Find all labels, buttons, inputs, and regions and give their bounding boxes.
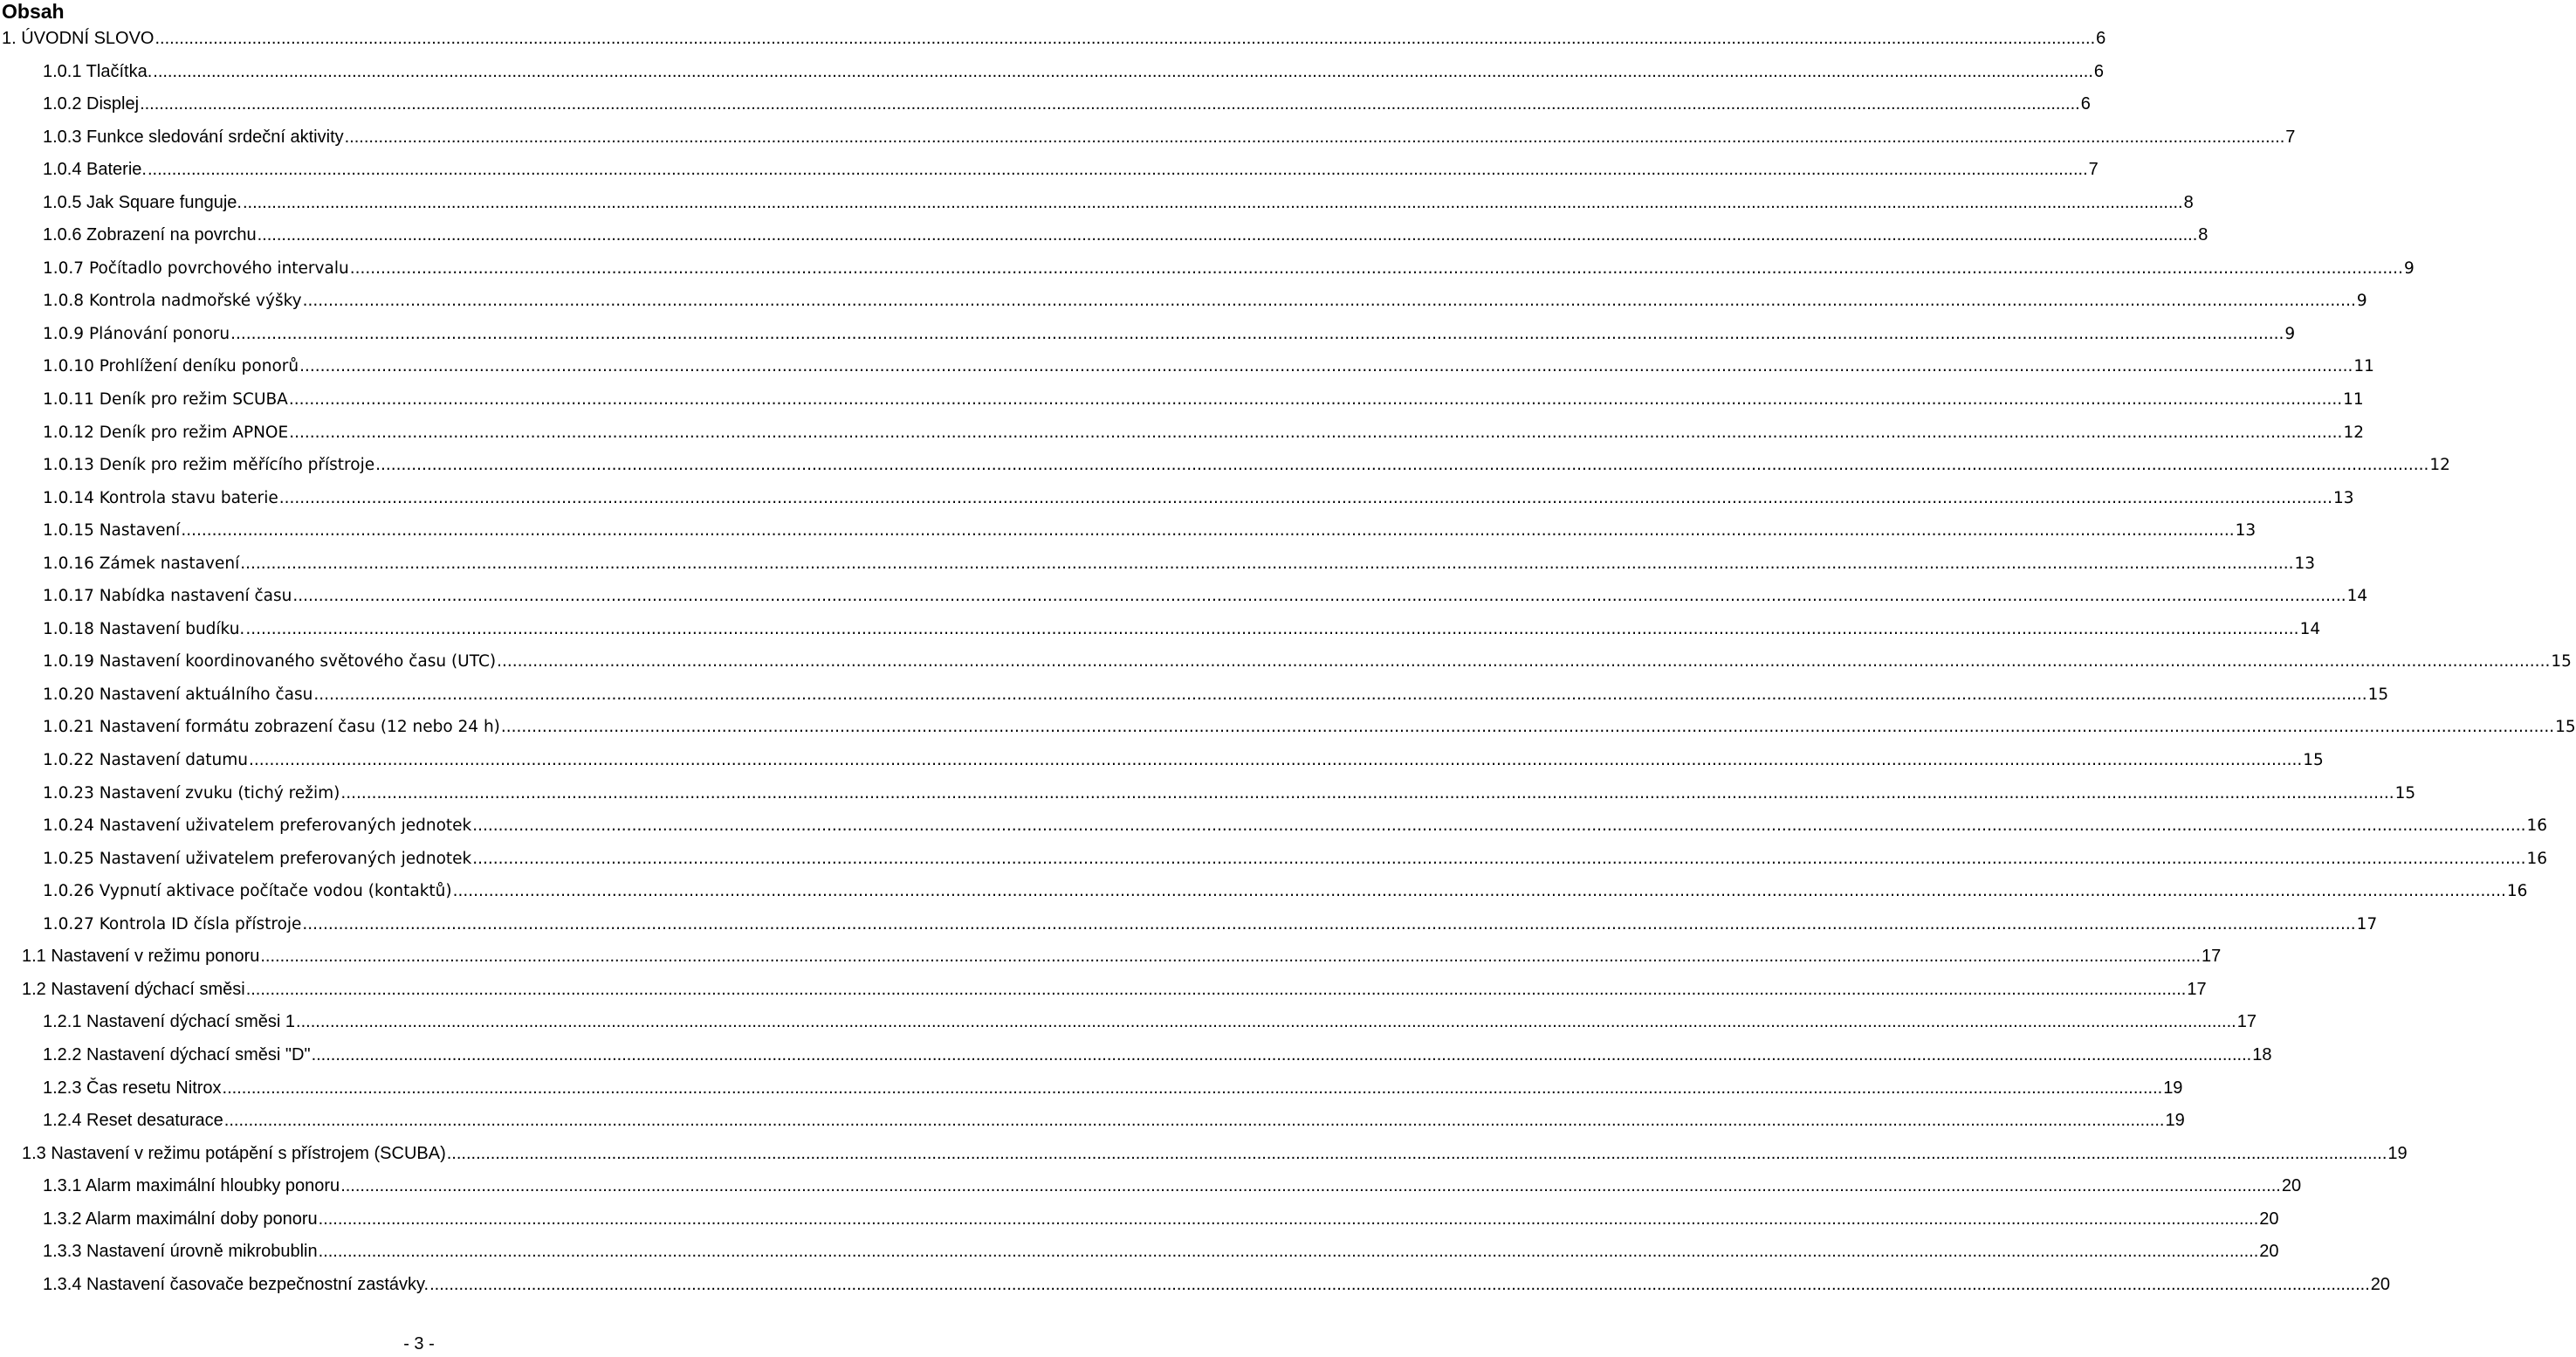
toc-entry[interactable] bbox=[0, 1138, 2408, 1171]
toc-leader-dots: ................................................................................................................................................................................................................................................................................................................................................................................................................ bbox=[302, 914, 2356, 933]
toc-entry-title: 1.0.5 Jak Square funguje. bbox=[43, 192, 242, 212]
toc-entry[interactable] bbox=[0, 613, 2321, 646]
toc-entry-page: 11 bbox=[2343, 390, 2364, 410]
toc-entry-page: 13 bbox=[2294, 554, 2316, 573]
toc-entry-page: 9 bbox=[2356, 292, 2367, 311]
toc-entry-page: 16 bbox=[2526, 816, 2548, 836]
toc-entry[interactable] bbox=[0, 56, 2105, 89]
toc-entry-title: 1.3.1 Alarm maximální hloubky ponoru bbox=[43, 1176, 340, 1196]
toc-entry-title: 1.0.9 Plánování ponoru bbox=[43, 324, 230, 343]
toc-entry[interactable] bbox=[0, 252, 2415, 286]
toc-entry-page: 17 bbox=[2187, 979, 2207, 999]
toc-leader-dots: ................................................................................................................................................................................................................................................................................................................................................................................................................ bbox=[245, 619, 2299, 638]
toc-leader-dots: ................................................................................................................................................................................................................................................................................................................................................................................................................ bbox=[302, 292, 2356, 311]
toc-entry-title: 1.0.4 Baterie. bbox=[43, 160, 147, 180]
toc-leader-dots: ................................................................................................................................................................................................................................................................................................................................................................................................................ bbox=[292, 587, 2346, 606]
toc-leader-dots: ................................................................................................................................................................................................................................................................................................................................................................................................................ bbox=[299, 357, 2353, 376]
toc-entry[interactable] bbox=[0, 843, 2548, 876]
toc-entry[interactable] bbox=[0, 744, 2324, 777]
toc-leader-dots: ................................................................................................................................................................................................................................................................................................................................................................................................................ bbox=[278, 488, 2332, 507]
toc-entry-page: 15 bbox=[2394, 783, 2416, 802]
toc-leader-dots: ................................................................................................................................................................................................................................................................................................................................................................................................................ bbox=[313, 685, 2367, 704]
toc-entry-title: 1.0.13 Deník pro režim měřícího přístroje bbox=[43, 456, 375, 475]
toc-entry[interactable] bbox=[0, 88, 2091, 121]
toc-entry[interactable] bbox=[0, 711, 2576, 744]
toc-entry-page: 17 bbox=[2356, 914, 2378, 933]
toc-entry-page: 8 bbox=[2198, 225, 2208, 245]
toc-entry[interactable] bbox=[0, 219, 2208, 252]
toc-leader-dots: ................................................................................................................................................................................................................................................................................................................................................................................................................ bbox=[153, 61, 2093, 81]
toc-entry-page: 6 bbox=[2093, 61, 2105, 81]
toc-entry-page: 14 bbox=[2346, 587, 2368, 606]
toc-entry-page: 15 bbox=[2367, 685, 2389, 704]
toc-entry-page: 12 bbox=[2429, 456, 2450, 475]
toc-leader-dots: ................................................................................................................................................................................................................................................................................................................................................................................................................ bbox=[296, 1012, 2236, 1032]
page-title: Obsah bbox=[2, 0, 65, 23]
toc-entry-title: 1.0.12 Deník pro režim APNOE bbox=[43, 423, 289, 442]
toc-entry-title: 1.0.20 Nastavení aktuálního času bbox=[43, 685, 313, 704]
toc-entry-title: 1.0.11 Deník pro režim SCUBA bbox=[43, 390, 288, 410]
toc-entry-page: 12 bbox=[2343, 423, 2364, 442]
toc-entry-page: 8 bbox=[2183, 192, 2194, 212]
toc-entry-title: 1. ÚVODNÍ SLOVO bbox=[2, 29, 155, 48]
toc-leader-dots: ................................................................................................................................................................................................................................................................................................................................................................................................................ bbox=[500, 718, 2555, 737]
toc-entry-page: 15 bbox=[2551, 652, 2572, 672]
toc-entry-title: 1.0.3 Funkce sledování srdeční aktivity bbox=[43, 127, 344, 147]
toc-leader-dots: ................................................................................................................................................................................................................................................................................................................................................................................................................ bbox=[472, 849, 2526, 868]
toc-entry[interactable] bbox=[0, 285, 2367, 318]
table-of-contents bbox=[0, 23, 2576, 1301]
toc-entry-page: 9 bbox=[2284, 324, 2296, 343]
toc-entry-title: 1.1 Nastavení v režimu ponoru bbox=[22, 947, 260, 967]
toc-entry-page: 17 bbox=[2236, 1012, 2257, 1032]
toc-leader-dots: ................................................................................................................................................................................................................................................................................................................................................................................................................ bbox=[249, 751, 2303, 770]
toc-leader-dots: ................................................................................................................................................................................................................................................................................................................................................................................................................ bbox=[446, 1143, 2387, 1163]
toc-entry-page: 17 bbox=[2202, 947, 2222, 967]
toc-entry-page: 20 bbox=[2259, 1209, 2279, 1229]
page-number: - 3 - bbox=[403, 1334, 435, 1354]
toc-entry[interactable] bbox=[0, 154, 2099, 187]
toc-leader-dots: ................................................................................................................................................................................................................................................................................................................................................................................................................ bbox=[340, 1176, 2281, 1196]
toc-entry[interactable] bbox=[0, 1072, 2183, 1106]
toc-entry-title: 1.0.2 Displej bbox=[43, 94, 140, 114]
toc-entry-page: 13 bbox=[2332, 488, 2354, 507]
toc-leader-dots: ................................................................................................................................................................................................................................................................................................................................................................................................................ bbox=[240, 554, 2294, 573]
toc-leader-dots: ................................................................................................................................................................................................................................................................................................................................................................................................................ bbox=[147, 160, 2088, 180]
toc-entry[interactable] bbox=[0, 449, 2450, 482]
toc-leader-dots: ................................................................................................................................................................................................................................................................................................................................................................................................................ bbox=[340, 783, 2394, 802]
toc-entry-title: 1.0.23 Nastavení zvuku (tichý režim) bbox=[43, 783, 340, 802]
toc-entry-page: 13 bbox=[2235, 521, 2257, 541]
toc-entry-page: 6 bbox=[2080, 94, 2091, 114]
toc-entry-title: 1.0.26 Vypnutí aktivace počítače vodou (kontaktů) bbox=[43, 882, 452, 901]
toc-leader-dots: ................................................................................................................................................................................................................................................................................................................................................................................................................ bbox=[257, 225, 2198, 245]
toc-entry[interactable] bbox=[0, 809, 2548, 843]
toc-entry[interactable] bbox=[0, 482, 2354, 515]
toc-leader-dots: ................................................................................................................................................................................................................................................................................................................................................................................................................ bbox=[289, 423, 2343, 442]
toc-leader-dots: ................................................................................................................................................................................................................................................................................................................................................................................................................ bbox=[429, 1274, 2370, 1294]
toc-entry[interactable] bbox=[0, 514, 2257, 548]
toc-entry-title: 1.0.21 Nastavení formátu zobrazení času (12 nebo 24 h) bbox=[43, 718, 500, 737]
toc-entry-title: 1.2.3 Čas resetu Nitrox bbox=[43, 1078, 222, 1098]
toc-entry-title: 1.0.10 Prohlížení deníku ponorů bbox=[43, 357, 299, 376]
toc-entry-page: 19 bbox=[2165, 1111, 2185, 1131]
toc-leader-dots: ................................................................................................................................................................................................................................................................................................................................................................................................................ bbox=[318, 1209, 2259, 1229]
toc-entry-page: 16 bbox=[2526, 849, 2548, 868]
toc-entry-page: 6 bbox=[2096, 29, 2106, 48]
toc-entry-title: 1.0.24 Nastavení uživatelem preferovaných jednotek bbox=[43, 816, 472, 836]
toc-entry-page: 14 bbox=[2299, 619, 2321, 638]
toc-entry[interactable] bbox=[0, 383, 2364, 417]
toc-leader-dots: ................................................................................................................................................................................................................................................................................................................................................................................................................ bbox=[222, 1078, 2163, 1098]
toc-entry-page: 19 bbox=[2387, 1143, 2408, 1163]
toc-leader-dots: ................................................................................................................................................................................................................................................................................................................................................................................................................ bbox=[311, 1044, 2252, 1064]
toc-entry-title: 1.3.2 Alarm maximální doby ponoru bbox=[43, 1209, 318, 1229]
toc-leader-dots: ................................................................................................................................................................................................................................................................................................................................................................................................................ bbox=[288, 390, 2343, 410]
toc-entry[interactable] bbox=[0, 1269, 2391, 1302]
toc-entry[interactable] bbox=[0, 121, 2296, 155]
toc-entry-page: 9 bbox=[2403, 258, 2415, 278]
toc-entry[interactable] bbox=[0, 1203, 2279, 1236]
toc-entry-title: 1.0.17 Nabídka nastavení času bbox=[43, 587, 292, 606]
toc-leader-dots: ................................................................................................................................................................................................................................................................................................................................................................................................................ bbox=[242, 192, 2183, 212]
toc-entry-page: 20 bbox=[2370, 1274, 2391, 1294]
toc-entry-page: 11 bbox=[2353, 357, 2374, 376]
toc-entry[interactable] bbox=[0, 1006, 2257, 1039]
toc-entry[interactable] bbox=[0, 318, 2296, 351]
toc-leader-dots: ................................................................................................................................................................................................................................................................................................................................................................................................................ bbox=[140, 94, 2080, 114]
toc-entry-title: 1.0.7 Počítadlo povrchového intervalu bbox=[43, 258, 349, 278]
toc-entry[interactable] bbox=[0, 974, 2207, 1007]
toc-entry[interactable] bbox=[0, 678, 2389, 712]
toc-entry-title: 1.3.3 Nastavení úrovně mikrobublin bbox=[43, 1242, 318, 1262]
toc-leader-dots: ................................................................................................................................................................................................................................................................................................................................................................................................................ bbox=[223, 1111, 2165, 1131]
toc-leader-dots: ................................................................................................................................................................................................................................................................................................................................................................................................................ bbox=[318, 1242, 2259, 1262]
toc-entry[interactable] bbox=[0, 1039, 2272, 1072]
toc-entry-title: 1.0.15 Nastavení bbox=[43, 521, 181, 541]
toc-entry[interactable] bbox=[0, 187, 2194, 220]
toc-leader-dots: ................................................................................................................................................................................................................................................................................................................................................................................................................ bbox=[452, 882, 2506, 901]
toc-entry-page: 20 bbox=[2281, 1176, 2302, 1196]
toc-entry[interactable] bbox=[0, 1170, 2302, 1203]
toc-entry-title: 1.0.25 Nastavení uživatelem preferovaných jednotek bbox=[43, 849, 472, 868]
toc-entry-title: 1.3 Nastavení v režimu potápění s přístrojem (SCUBA) bbox=[22, 1143, 446, 1163]
toc-entry-page: 20 bbox=[2259, 1242, 2279, 1262]
toc-entry[interactable] bbox=[0, 350, 2374, 383]
toc-entry-title: 1.2.4 Reset desaturace bbox=[43, 1111, 223, 1131]
toc-entry-title: 1.0.16 Zámek nastavení bbox=[43, 554, 240, 573]
toc-entry-title: 1.0.1 Tlačítka. bbox=[43, 61, 153, 81]
toc-leader-dots: ................................................................................................................................................................................................................................................................................................................................................................................................................ bbox=[260, 947, 2202, 967]
toc-leader-dots: ................................................................................................................................................................................................................................................................................................................................................................................................................ bbox=[344, 127, 2285, 147]
toc-entry-title: 1.2.1 Nastavení dýchací směsi 1 bbox=[43, 1012, 296, 1032]
toc-entry-title: 1.0.19 Nastavení koordinovaného světového času (UTC) bbox=[43, 652, 497, 672]
toc-entry[interactable] bbox=[0, 908, 2378, 941]
toc-entry-page: 19 bbox=[2163, 1078, 2183, 1098]
toc-entry[interactable] bbox=[0, 645, 2572, 678]
toc-entry[interactable] bbox=[0, 580, 2368, 613]
toc-entry[interactable] bbox=[0, 23, 2106, 56]
toc-entry[interactable] bbox=[0, 548, 2316, 581]
toc-entry[interactable] bbox=[0, 875, 2528, 908]
toc-entry-title: 1.0.8 Kontrola nadmořské výšky bbox=[43, 292, 302, 311]
toc-leader-dots: ................................................................................................................................................................................................................................................................................................................................................................................................................ bbox=[155, 29, 2096, 48]
toc-entry-title: 1.0.22 Nastavení datumu bbox=[43, 751, 249, 770]
toc-leader-dots: ................................................................................................................................................................................................................................................................................................................................................................................................................ bbox=[497, 652, 2551, 672]
toc-entry[interactable] bbox=[0, 777, 2416, 810]
toc-leader-dots: ................................................................................................................................................................................................................................................................................................................................................................................................................ bbox=[245, 979, 2187, 999]
toc-entry-title: 1.3.4 Nastavení časovače bezpečnostní zastávky. bbox=[43, 1274, 429, 1294]
toc-leader-dots: ................................................................................................................................................................................................................................................................................................................................................................................................................ bbox=[472, 816, 2526, 836]
toc-entry-page: 15 bbox=[2303, 751, 2324, 770]
toc-entry-title: 1.0.14 Kontrola stavu baterie bbox=[43, 488, 278, 507]
toc-entry-title: 1.2 Nastavení dýchací směsi bbox=[22, 979, 245, 999]
toc-entry-title: 1.0.27 Kontrola ID čísla přístroje bbox=[43, 914, 302, 933]
toc-entry[interactable] bbox=[0, 940, 2222, 974]
toc-leader-dots: ................................................................................................................................................................................................................................................................................................................................................................................................................ bbox=[181, 521, 2235, 541]
toc-entry-page: 18 bbox=[2252, 1044, 2272, 1064]
toc-entry-page: 16 bbox=[2506, 882, 2528, 901]
toc-entry-title: 1.0.18 Nastavení budíku. bbox=[43, 619, 245, 638]
toc-entry[interactable] bbox=[0, 1236, 2279, 1269]
toc-leader-dots: ................................................................................................................................................................................................................................................................................................................................................................................................................ bbox=[230, 324, 2284, 343]
toc-leader-dots: ................................................................................................................................................................................................................................................................................................................................................................................................................ bbox=[375, 456, 2429, 475]
toc-entry[interactable] bbox=[0, 1105, 2185, 1138]
toc-entry[interactable] bbox=[0, 417, 2364, 450]
toc-entry-title: 1.0.6 Zobrazení na povrchu bbox=[43, 225, 257, 245]
toc-entry-page: 7 bbox=[2285, 127, 2296, 147]
toc-entry-page: 15 bbox=[2555, 718, 2576, 737]
toc-leader-dots: ................................................................................................................................................................................................................................................................................................................................................................................................................ bbox=[349, 258, 2403, 278]
toc-entry-page: 7 bbox=[2088, 160, 2099, 180]
toc-entry-title: 1.2.2 Nastavení dýchací směsi "D" bbox=[43, 1044, 311, 1064]
